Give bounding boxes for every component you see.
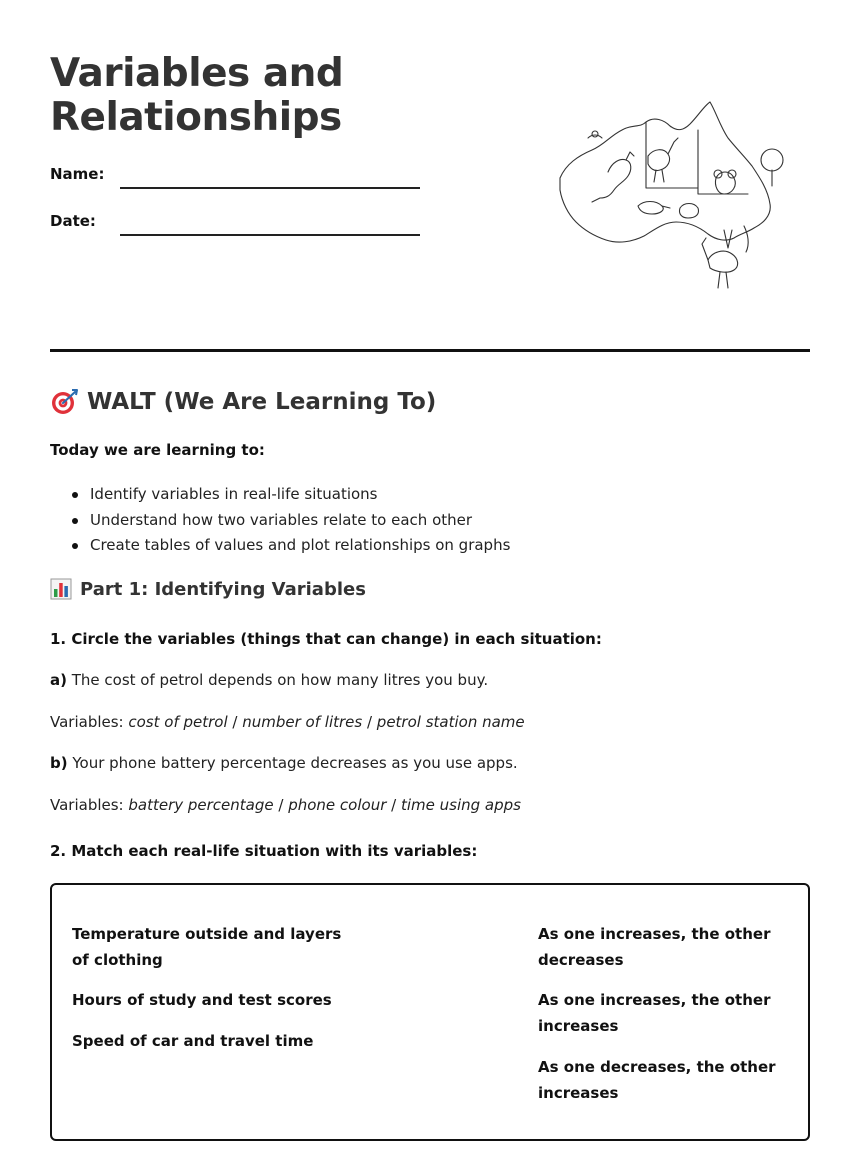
match-right-item[interactable]: As one decreases, the other increases xyxy=(538,1058,776,1102)
page-title xyxy=(50,52,343,140)
section-divider xyxy=(50,349,810,352)
question-1b-variables: Variables: battery percentage / phone colour / time using apps xyxy=(50,796,521,814)
variable-option[interactable]: number of litres xyxy=(242,713,363,731)
walt-heading-text: WALT (We Are Learning To) xyxy=(87,389,437,415)
walt-intro: Today we are learning to: xyxy=(50,441,265,459)
name-line[interactable] xyxy=(120,187,420,189)
part1-heading xyxy=(50,578,366,600)
koala-body xyxy=(715,172,735,194)
tree-crown xyxy=(761,149,783,171)
title-line-1: Variables and xyxy=(50,51,344,96)
match-right-item[interactable]: As one increases, the other decreases xyxy=(538,925,771,969)
match-left-item[interactable]: Speed of car and travel time xyxy=(72,1032,314,1050)
variable-option[interactable]: battery percentage xyxy=(128,796,274,814)
part1-heading-text: Part 1: Identifying Variables xyxy=(80,578,366,600)
list-item: Understand how two variables relate to each other xyxy=(72,508,510,534)
wombat-body xyxy=(679,204,698,219)
variable-option[interactable]: time using apps xyxy=(400,796,521,814)
variable-option[interactable]: cost of petrol xyxy=(128,713,228,731)
walt-heading xyxy=(50,388,436,416)
list-item: Create tables of values and plot relationships on graphs xyxy=(72,533,510,559)
date-label: Date: xyxy=(50,212,96,230)
match-left-item[interactable]: Hours of study and test scores xyxy=(72,991,332,1009)
bird-body xyxy=(708,251,738,272)
bar-chart-icon xyxy=(50,578,72,600)
question-1: 1. Circle the variables (things that can change) in each situation: xyxy=(50,630,602,648)
date-line[interactable] xyxy=(120,234,420,236)
question-1a-variables: Variables: cost of petrol / number of litres / petrol station name xyxy=(50,713,525,731)
question-2: 2. Match each real-life situation with its variables: xyxy=(50,842,478,860)
list-item: Identify variables in real-life situations xyxy=(72,482,510,508)
variable-option[interactable]: phone colour xyxy=(288,796,387,814)
kangaroo-body xyxy=(592,160,631,203)
walt-list xyxy=(72,482,510,559)
match-left-item[interactable]: Temperature outside and layers of clothing xyxy=(72,925,342,969)
australia-outline xyxy=(560,102,770,242)
match-right-item[interactable]: As one increases, the other increases xyxy=(538,991,771,1035)
name-label: Name: xyxy=(50,165,105,183)
question-1b: b) Your phone battery percentage decreases as you use apps. xyxy=(50,754,518,772)
australia-animals-illustration xyxy=(548,98,788,294)
platypus-body xyxy=(638,202,663,215)
target-icon xyxy=(50,388,78,416)
question-1a: a) The cost of petrol depends on how many litres you buy. xyxy=(50,671,489,689)
emu-body xyxy=(648,150,670,171)
variable-option[interactable]: petrol station name xyxy=(376,713,525,731)
title-line-2: Relationships xyxy=(50,95,342,140)
